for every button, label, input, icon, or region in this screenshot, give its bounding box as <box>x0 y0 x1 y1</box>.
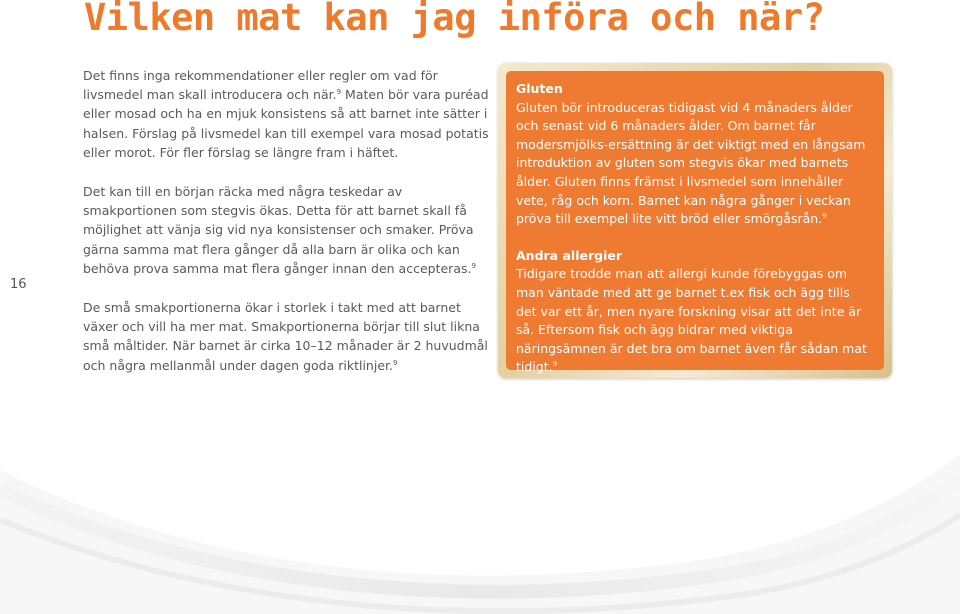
paragraph-text: Det kan till en början räcka med några teskedar av smakportionen som stegvis ökas. Detta för att barnet skall få möjlighet att vänja sig vid nya konsistenser och smaker. Pröva gärna samma mat flera gånger då alla barn är olika och kan behöva prova samma mat flera gånger innan den accepteras. <box>83 184 474 276</box>
reference-superscript: 9 <box>822 212 827 221</box>
reference-superscript: 9 <box>552 360 558 369</box>
body-text-column <box>83 66 493 395</box>
paragraph-introduction <box>83 66 493 162</box>
paragraph-text: Maten bör vara puréad eller mosad och ha en mjuk konsistens så att barnet inte sätter i halsen. Förslag på livsmedel kan till exempel vara mosad potatis eller morot. För fler förslag se längre fram i häftet. <box>83 87 489 160</box>
reference-superscript: 9 <box>336 88 342 97</box>
gluten-text: Gluten bör introduceras tidigast vid 4 månaders ålder och senast vid 6 månaders ålder. Om barnet får modersmjölks-ersättning är det viktigt med en långsam introduktion av gluten som stegvis ökar med barnets ålder. Gluten finns främst i livsmedel som innehåller vete, råg och korn. Barnet kan några gånger i veckan pröva till exempel lite vitt bröd eller smörgåsrån. <box>516 99 866 227</box>
reference-superscript: 9 <box>392 358 398 367</box>
paragraph-portions <box>83 182 493 278</box>
allergies-heading: Andra allergier <box>516 247 622 263</box>
paragraph-text: De små smakportionerna ökar i storlek i takt med att barnet växer och vill ha mer mat. Smakportionerna börjar till slut likna små måltider. När barnet är cirka 10–12 månader är 2 huvudmål och några mellanmål under dagen goda riktlinjer. <box>83 300 488 373</box>
paragraph-text: Det finns inga rekommendationer eller regler om vad för livsmedel man skall introducera och när. <box>83 68 438 103</box>
info-box <box>506 71 884 375</box>
reference-superscript: 9 <box>471 261 476 270</box>
page-title: Vilken mat kan jag införa och när? <box>84 0 825 39</box>
paragraph-meals <box>83 298 493 375</box>
page-number: 16 <box>10 277 27 292</box>
gluten-heading: Gluten <box>516 81 563 96</box>
gluten-paragraph <box>516 99 874 229</box>
allergies-paragraph <box>516 265 874 377</box>
allergies-text: Tidigare trodde man att allergi kunde förebyggas om man väntade med att ge barnet t.ex fisk och ägg tills det var ett år, men nyare forskning visar att det inte är så. Eftersom fisk och ägg bidrar med viktiga näringsämnen är det bra om barnet även får sådan mat tidigt. <box>516 266 867 375</box>
